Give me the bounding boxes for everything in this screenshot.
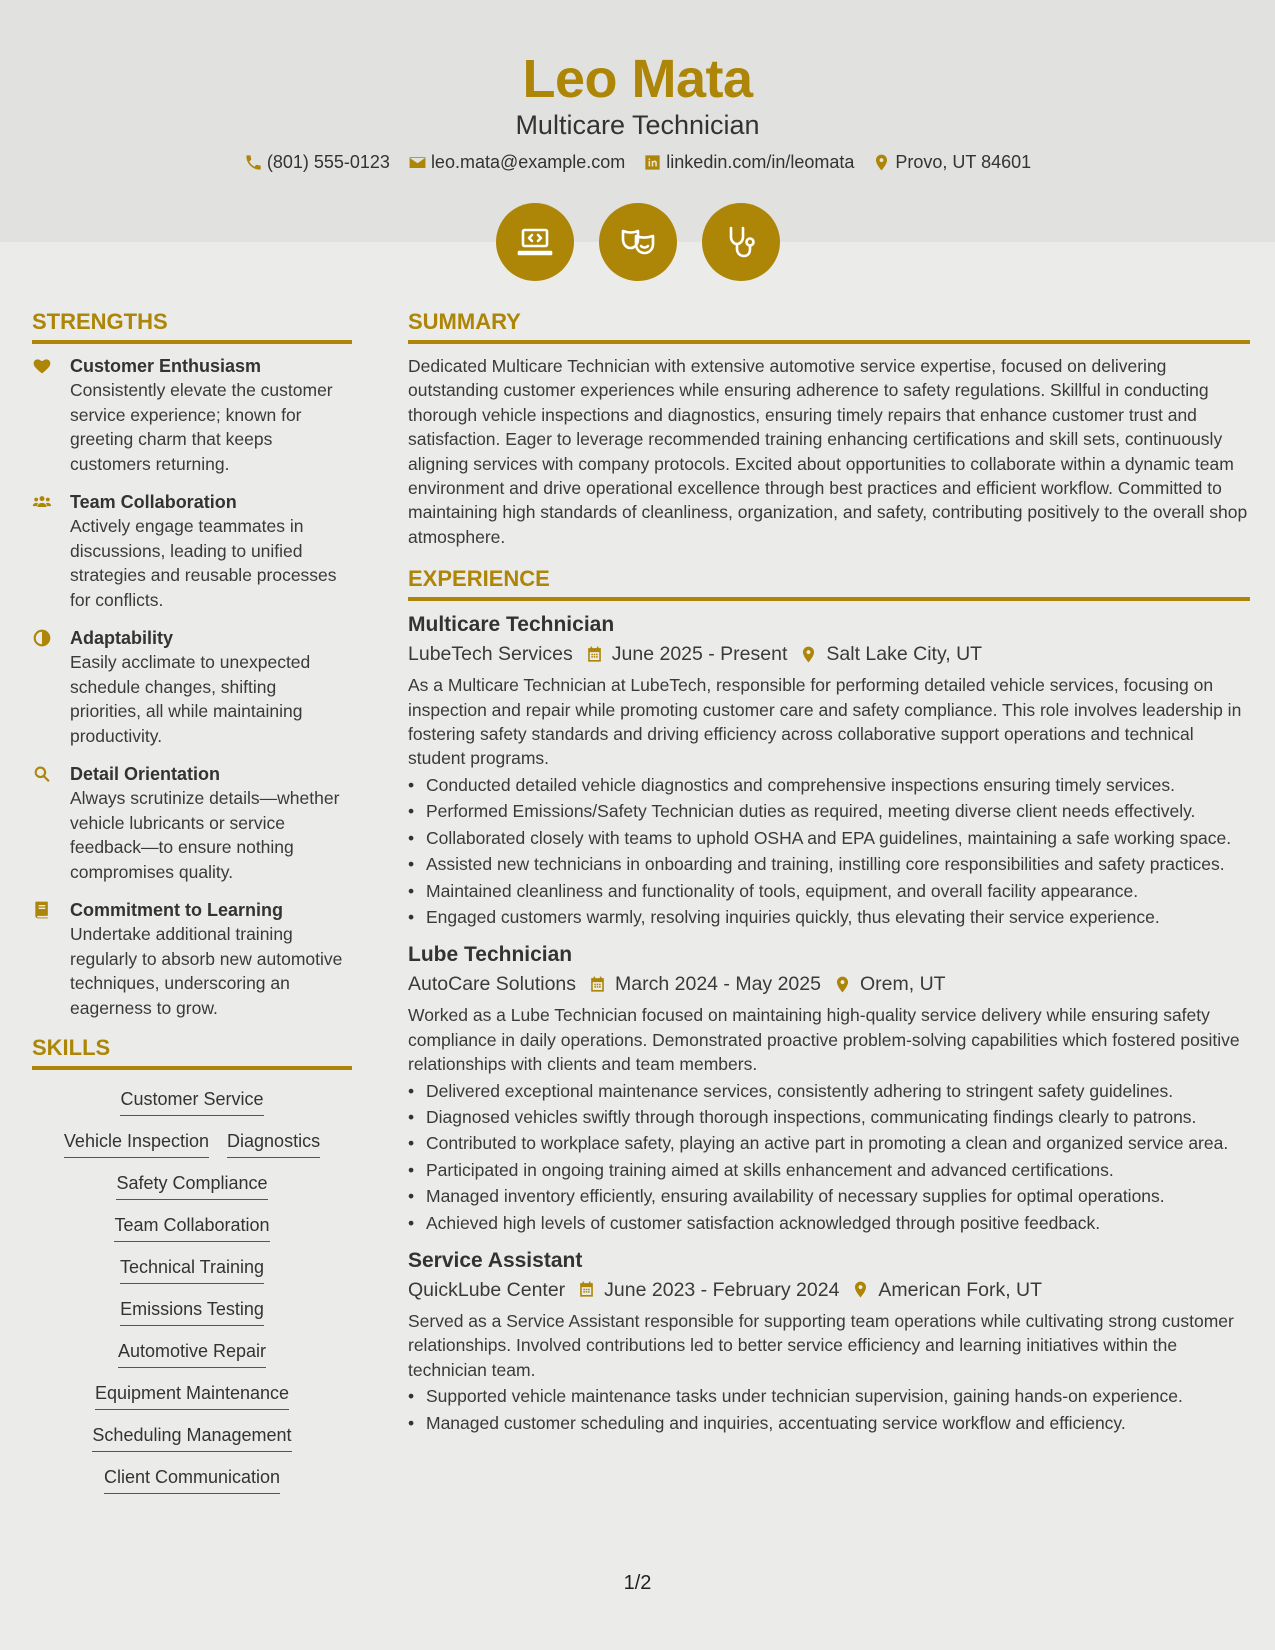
phone-icon <box>244 153 263 172</box>
strength-title: Commitment to Learning <box>70 900 284 920</box>
strength-desc: Easily acclimate to unexpected schedule changes, shifting priorities, all while maintaining productivity. <box>70 652 311 746</box>
badge-stethoscope <box>702 203 780 281</box>
envelope-icon <box>408 153 427 172</box>
contact-bar <box>0 152 1275 173</box>
strength-desc: Consistently elevate the customer service experience; known for greeting charm that keeps customers returning. <box>70 380 333 474</box>
skill-tag: Equipment Maintenance <box>95 1380 289 1410</box>
job-title: Lube Technician <box>408 943 573 967</box>
strength-item <box>32 490 352 612</box>
job-title: Multicare Technician <box>408 613 615 637</box>
book-icon <box>32 900 52 920</box>
strengths-list <box>32 354 352 1020</box>
page-number: 1/2 <box>623 1572 652 1594</box>
badge-laptop <box>496 203 574 281</box>
strengths-heading: STRENGTHS <box>32 308 352 344</box>
strength-title: Team Collaboration <box>70 492 237 512</box>
contact-email[interactable] <box>408 152 625 173</box>
skill-tag: Emissions Testing <box>120 1296 264 1326</box>
bullet-item: • Contributed to workplace safety, playing an active part in promoting a clean and organized service area. <box>408 1131 1250 1155</box>
bullet-item: • Conducted detailed vehicle diagnostics and comprehensive inspections ensuring timely services. <box>408 773 1250 797</box>
job-dates: June 2023 - February 2024 <box>604 1278 840 1301</box>
summary-text: Dedicated Multicare Technician with extensive automotive service expertise, focused on delivering outstanding customer experiences while ensuring adherence to safety regulations. Skillful in conducting thorough vehicle inspections and diagnostics, ensuring timely repairs that enhance customer trust and satisfaction. Eager to leverage recommended training enhancing certifications and skill sets, continuously aligning services with company protocols. Excited about opportunities to collaborate within a dynamic team environment and drive operational excellence through best practices and efficient workflow. Committed to maintaining high standards of cleanliness, organization, and safety, contributing positively to the overall shop atmosphere. <box>408 356 1248 547</box>
strength-item <box>32 354 352 476</box>
bullet-item: • Managed customer scheduling and inquiries, accentuating service workflow and efficiency. <box>408 1411 1250 1435</box>
job-location: Salt Lake City, UT <box>826 643 983 666</box>
skill-tag: Diagnostics <box>227 1128 320 1158</box>
job-entry <box>408 941 1250 1235</box>
skills-heading: SKILLS <box>32 1034 352 1070</box>
heart-icon <box>32 356 52 376</box>
adjust-icon <box>32 628 52 648</box>
linkedin-text: linkedin.com/in/leomata <box>666 152 855 172</box>
job-entry <box>408 1247 1250 1435</box>
linkedin-icon <box>643 153 662 172</box>
skill-tag: Scheduling Management <box>92 1422 291 1452</box>
job-meta <box>408 1275 1250 1305</box>
bullet-item: • Participated in ongoing training aimed at skills enhancement and advanced certifications. <box>408 1158 1250 1182</box>
search-icon <box>32 764 52 784</box>
badge-row <box>0 203 1275 281</box>
job-description: Worked as a Lube Technician focused on maintaining high-quality service delivery while ensuring safety compliance in daily operations. Demonstrated proactive problem-solving capabilities which fostered positive relationships with clients and team members. <box>408 1005 1240 1075</box>
strength-title: Detail Orientation <box>70 764 221 784</box>
skill-tag: Safety Compliance <box>116 1170 267 1200</box>
skill-tag: Customer Service <box>120 1086 263 1116</box>
bullet-item: • Delivered exceptional maintenance services, consistently adhering to stringent safety guidelines. <box>408 1079 1250 1103</box>
job-title: Service Assistant <box>408 1248 583 1272</box>
map-pin-icon <box>799 645 818 664</box>
strength-title: Customer Enthusiasm <box>70 356 262 376</box>
email-text: leo.mata@example.com <box>430 152 626 172</box>
bullet-item: • Managed inventory efficiently, ensuring availability of necessary supplies for optimal operations. <box>408 1184 1250 1208</box>
location-text: Provo, UT 84601 <box>895 152 1032 172</box>
job-dates: June 2025 - Present <box>611 643 788 666</box>
job-company: AutoCare Solutions <box>408 973 577 996</box>
job-company: LubeTech Services <box>408 643 573 666</box>
header-band <box>0 0 1275 242</box>
skill-tag: Automotive Repair <box>118 1338 266 1368</box>
bullet-item: • Maintained cleanliness and functionality of tools, equipment, and overall facility appearance. <box>408 879 1250 903</box>
job-bullets <box>408 1384 1250 1435</box>
strength-desc: Actively engage teammates in discussions, leading to unified strategies and reusable processes for conflicts. <box>70 516 337 610</box>
calendar-icon <box>585 645 604 664</box>
job-description: Served as a Service Assistant responsible for supporting team operations while cultivating strong customer relationships. Involved contributions led to better service efficiency and learning initiatives within the technician team. <box>408 1310 1234 1380</box>
skills-list <box>32 1080 352 1494</box>
calendar-icon <box>588 975 607 994</box>
job-description: As a Multicare Technician at LubeTech, responsible for performing detailed vehicle services, focusing on inspection and repair while promoting customer care and safety compliance. This role involves leadership in fostering safety standards and driving efficiency across collaborative support operations and technical student programs. <box>408 675 1242 769</box>
phone-text: (801) 555-0123 <box>266 152 390 172</box>
strength-item <box>32 762 352 884</box>
experience-heading: EXPERIENCE <box>408 565 1250 601</box>
strength-desc: Undertake additional training regularly to absorb new automotive techniques, underscoring an eagerness to grow. <box>70 924 343 1018</box>
job-location: American Fork, UT <box>878 1278 1043 1301</box>
map-pin-icon <box>833 975 852 994</box>
strength-title: Adaptability <box>70 628 174 648</box>
bullet-item: • Diagnosed vehicles swiftly through thorough inspections, communicating findings clearly to patrons. <box>408 1105 1250 1129</box>
job-meta <box>408 639 1250 669</box>
skill-tag: Team Collaboration <box>114 1212 269 1242</box>
bullet-item: • Assisted new technicians in onboarding and training, instilling core responsibilities and safety practices. <box>408 852 1250 876</box>
bullet-item: • Achieved high levels of customer satisfaction acknowledged through positive feedback. <box>408 1211 1250 1235</box>
strength-item <box>32 626 352 748</box>
stethoscope-icon <box>721 222 761 262</box>
skill-tag: Vehicle Inspection <box>64 1128 209 1158</box>
badge-masks <box>599 203 677 281</box>
skill-tag: Client Communication <box>104 1464 280 1494</box>
right-column <box>408 308 1250 1447</box>
users-icon <box>32 492 52 512</box>
job-company: QuickLube Center <box>408 1278 566 1301</box>
map-pin-icon <box>872 153 891 172</box>
job-meta <box>408 969 1250 999</box>
job-dates: March 2024 - May 2025 <box>615 973 821 996</box>
strength-desc: Always scrutinize details—whether vehicle lubricants or service feedback—to ensure nothing compromises quality. <box>70 788 340 882</box>
contact-phone[interactable] <box>244 152 390 173</box>
skill-tag: Technical Training <box>120 1254 264 1284</box>
calendar-icon <box>577 1280 596 1299</box>
map-pin-icon <box>851 1280 870 1299</box>
strength-item <box>32 898 352 1020</box>
contact-location <box>872 152 1031 173</box>
bullet-item: • Engaged customers warmly, resolving inquiries quickly, thus elevating their service experience. <box>408 905 1250 929</box>
bullet-item: • Collaborated closely with teams to uphold OSHA and EPA guidelines, maintaining a safe working space. <box>408 826 1250 850</box>
job-bullets <box>408 773 1250 929</box>
job-entry <box>408 611 1250 929</box>
candidate-title: Multicare Technician <box>515 110 760 140</box>
summary-heading: SUMMARY <box>408 308 1250 344</box>
contact-linkedin[interactable] <box>643 152 854 173</box>
theater-masks-icon <box>618 222 658 262</box>
laptop-code-icon <box>515 222 555 262</box>
left-column <box>32 308 352 1494</box>
bullet-item: • Performed Emissions/Safety Technician duties as required, meeting diverse client needs effectively. <box>408 799 1250 823</box>
job-location: Orem, UT <box>859 973 946 996</box>
candidate-name: Leo Mata <box>522 49 753 109</box>
job-bullets <box>408 1079 1250 1235</box>
bullet-item: • Supported vehicle maintenance tasks under technician supervision, gaining hands-on experience. <box>408 1384 1250 1408</box>
